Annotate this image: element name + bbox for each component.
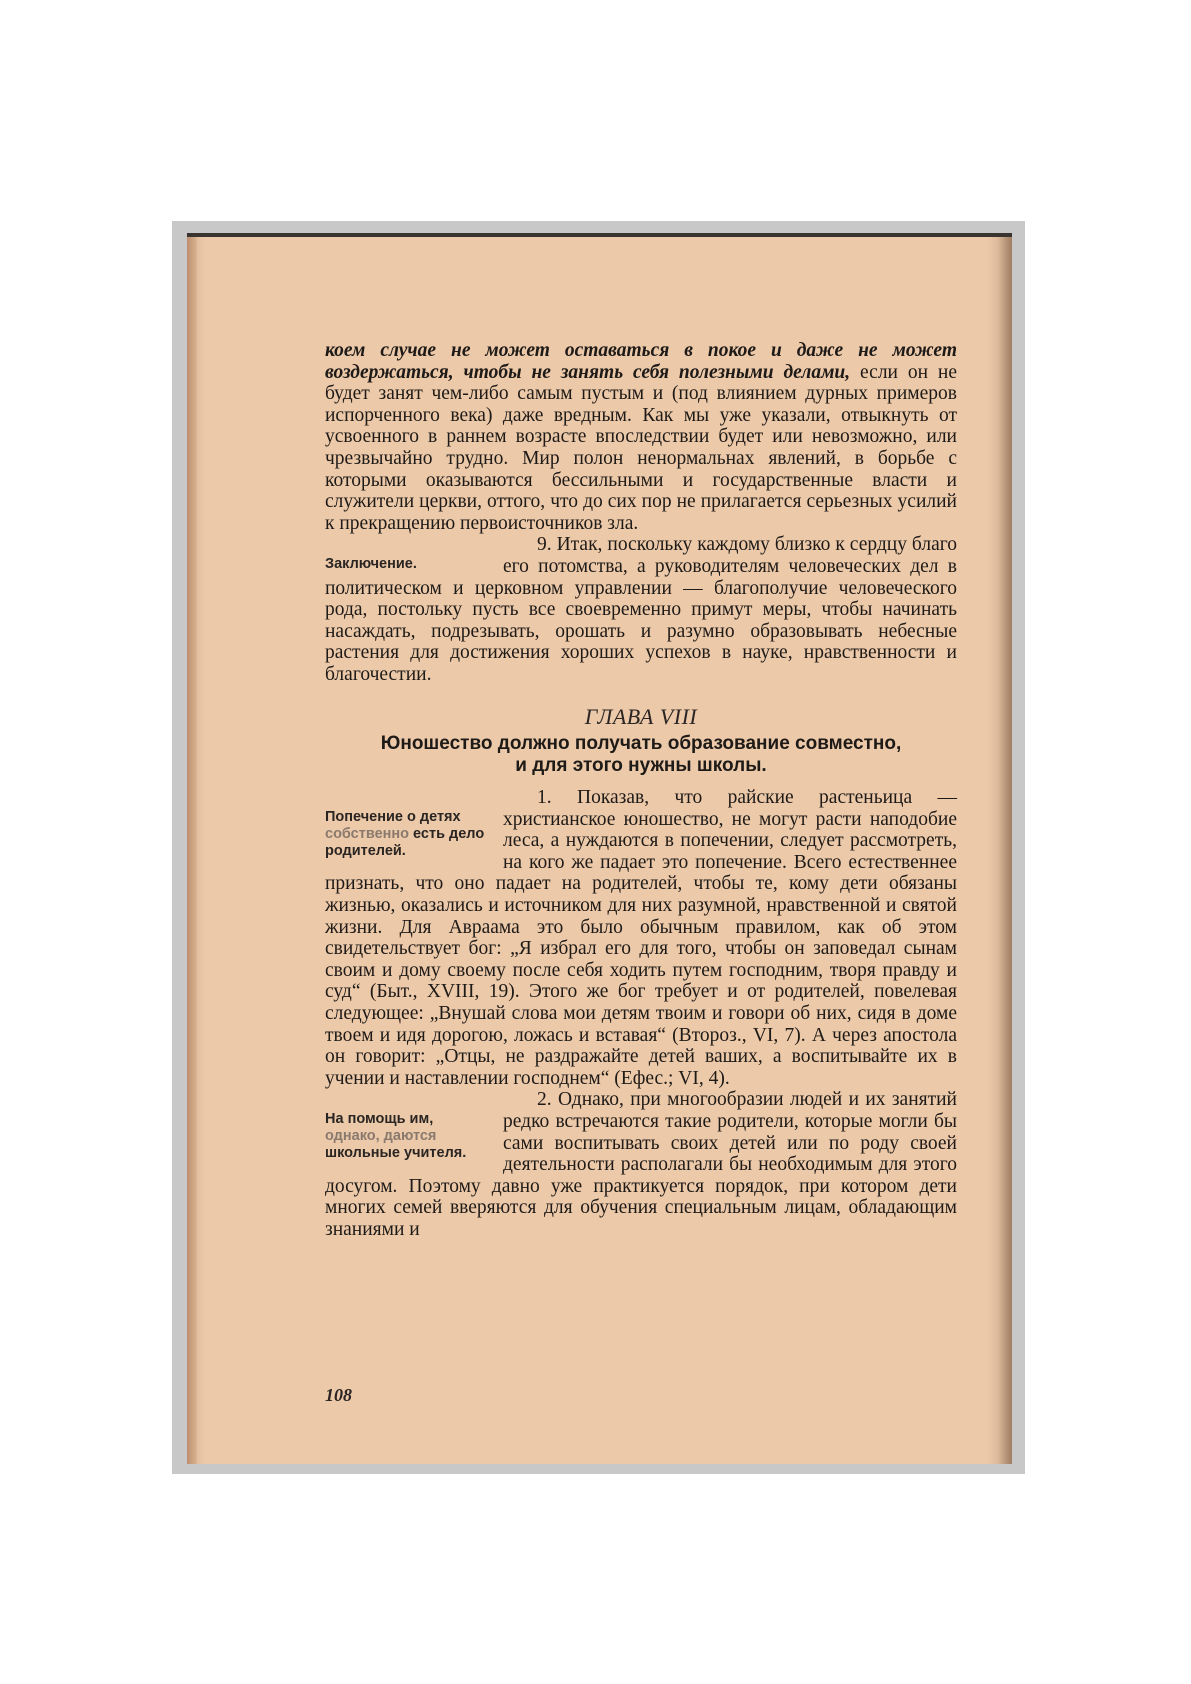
chapter-title-line2: и для этого нужны школы. [515, 755, 767, 777]
page-content [325, 340, 957, 1241]
section2-paragraph: 2. Однако, при многообразии людей и их занятий редко встречаются такие родители, которые могли бы сами воспитывать своих детей или по роду своей деятельности располагали бы необходимым для этого досугом. Поэтому давно уже практикуется порядок, при котором дети многих семей вверяются для обучения специальным лицам, обладающим знаниями и [325, 1089, 957, 1240]
margin-note-parents [325, 809, 487, 860]
section1-paragraph: 1. Показав, что райские растеньица — христианское юношество, не могут расти наподобие леса, а нуждаются в попечении, следует рассмотреть, на кого же падает это попечение. Всего естественнее признать, что оно падает на родителей, чтобы те, кому дети обязаны жизнью, оказались и источником для них разумной, нравственной и святой жизни. Для Авраама это было обычным правилом, как об этом свидетельствует бог: „Я избрал его для того, чтобы он заповедал сынам своим и дому своему после себя ходить путем господним, творя правду и суд“ (Быт., XVIII, 19). Этого же бог требует и от родителей, повелевая следующее: „Внушай слова мои детям твоим и говори об них, сидя в доме твоем и идя дорогою, ложась и вставая“ (Второз., VI, 7). А через апостола он говорит: „Отцы, не раздражайте детей ваших, а воспитывайте их в учении и наставлении господнем“ (Ефес.; VI, 4). [325, 787, 957, 1089]
margin-note-teachers-part3: школьные учителя. [325, 1145, 467, 1162]
chapter-title [325, 733, 957, 777]
margin-note-teachers-part1: На помощь им, [325, 1111, 434, 1128]
margin-note-conclusion [325, 556, 487, 573]
intro-paragraph [325, 340, 957, 534]
margin-note-parents-part2: собственно [325, 826, 410, 843]
page-number: 108 [325, 1385, 352, 1405]
margin-note-parents-part1: Попечение о детях [325, 809, 461, 826]
conclusion-paragraph: 9. Итак, поскольку каждому близко к сердцу благо его потомства, а руководителям человеческих дел в политическом и церковном управлении — благополучие человеческого рода, постольку пусть все своевременно примут меры, чтобы начинать насаждать, подрезывать, орошать и разумно образовывать небесные растения для достижения хороших успехов в науке, нравственности и благочестии. [325, 534, 957, 685]
intro-italic-text: коем случае не может оставаться в покое и даже не может воздержаться, чтобы не занять себя полезными делами, [325, 340, 957, 383]
margin-note-teachers-part2: однако, даются [325, 1128, 437, 1145]
margin-note-teachers [325, 1111, 487, 1162]
chapter-number: ГЛАВА VIII [584, 703, 698, 729]
margin-note-parents-part3: есть дело родителей. [325, 826, 485, 860]
margin-note-conclusion-text: Заключение. [325, 556, 417, 573]
chapter-title-line1: Юношество должно получать образование совместно, [380, 733, 902, 755]
intro-text: если он не будет занят чем-либо самым пустым и (под влиянием дурных примеров испорченного века) даже вредным. Как мы уже указали, отвыкнуть от усвоенного в раннем возрасте впоследствии будет или невозможно, или чрезвычайно трудно. Мир полон ненормальнах явлений, в борьбе с которыми оказываются бессильными и государственные власти и служители церкви, оттого, что до сих пор не прилагается серьезных усилий к прекращению первоисточников зла. [325, 361, 957, 534]
